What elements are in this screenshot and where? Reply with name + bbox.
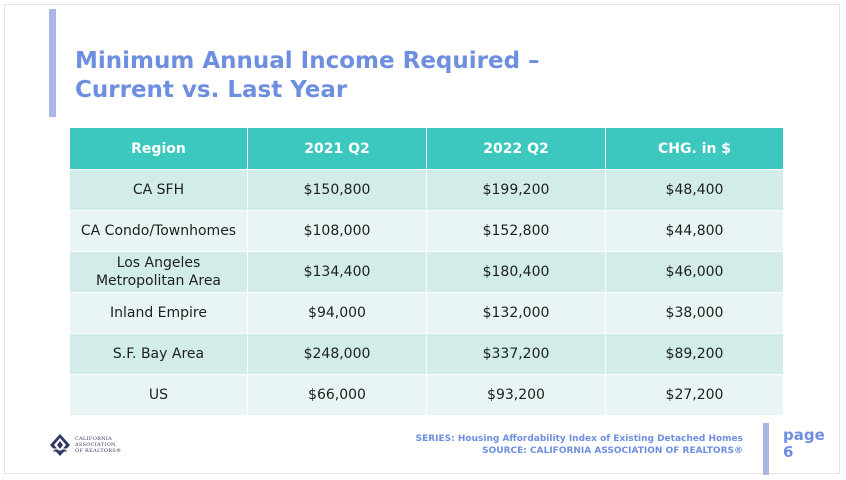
cell-change: $48,400	[606, 170, 784, 211]
logo-line-3: OF REALTORS®	[75, 448, 122, 454]
slide-title-line-2: Current vs. Last Year	[75, 77, 348, 103]
table-row	[70, 375, 784, 416]
cell-2021-q2: $150,800	[248, 170, 427, 211]
table-row	[70, 211, 784, 252]
cell-2022-q2: $152,800	[427, 211, 606, 252]
cell-change: $46,000	[606, 252, 784, 293]
car-logo	[49, 430, 129, 460]
page-number: 6	[783, 443, 794, 461]
table-header-row	[70, 128, 784, 170]
series-note: SERIES: Housing Affordability Index of Existing Detached Homes	[415, 434, 743, 444]
cell-2022-q2: $199,200	[427, 170, 606, 211]
cell-change: $27,200	[606, 375, 784, 416]
table-row	[70, 334, 784, 375]
table-row	[70, 293, 784, 334]
cell-change: $44,800	[606, 211, 784, 252]
header-2021-q2: 2021 Q2	[248, 128, 427, 170]
car-logo-icon	[49, 433, 71, 457]
cell-change: $89,200	[606, 334, 784, 375]
cell-2021-q2: $94,000	[248, 293, 427, 334]
header-region: Region	[70, 128, 248, 170]
header-change: CHG. in $	[606, 128, 784, 170]
slide	[4, 4, 840, 474]
cell-2021-q2: $134,400	[248, 252, 427, 293]
cell-2022-q2: $132,000	[427, 293, 606, 334]
logo-wordmark	[75, 436, 121, 454]
page-indicator	[783, 427, 825, 461]
cell-region: CA SFH	[70, 170, 248, 211]
slide-title-line-1: Minimum Annual Income Required –	[75, 48, 540, 74]
slide-title	[75, 47, 540, 105]
cell-2022-q2: $93,200	[427, 375, 606, 416]
table-row	[70, 252, 784, 293]
cell-2021-q2: $108,000	[248, 211, 427, 252]
page-label: page	[783, 426, 825, 444]
source-note: SOURCE: CALIFORNIA ASSOCIATION OF REALTORS®	[482, 446, 743, 456]
header-2022-q2: 2022 Q2	[427, 128, 606, 170]
cell-region: US	[70, 375, 248, 416]
cell-2022-q2: $337,200	[427, 334, 606, 375]
footer-notes	[416, 433, 743, 457]
cell-2021-q2: $248,000	[248, 334, 427, 375]
cell-change: $38,000	[606, 293, 784, 334]
income-table	[69, 127, 784, 416]
cell-region: CA Condo/Townhomes	[70, 211, 248, 252]
cell-2021-q2: $66,000	[248, 375, 427, 416]
cell-region: Los Angeles Metropolitan Area	[70, 252, 248, 293]
logo-line-2: ASSOCIATION	[75, 442, 116, 448]
page-accent-bar	[763, 423, 769, 475]
cell-region: Inland Empire	[70, 293, 248, 334]
logo-line-1: CALIFORNIA	[75, 436, 113, 442]
cell-2022-q2: $180,400	[427, 252, 606, 293]
table-row	[70, 170, 784, 211]
cell-region: S.F. Bay Area	[70, 334, 248, 375]
title-accent-bar	[49, 9, 56, 117]
